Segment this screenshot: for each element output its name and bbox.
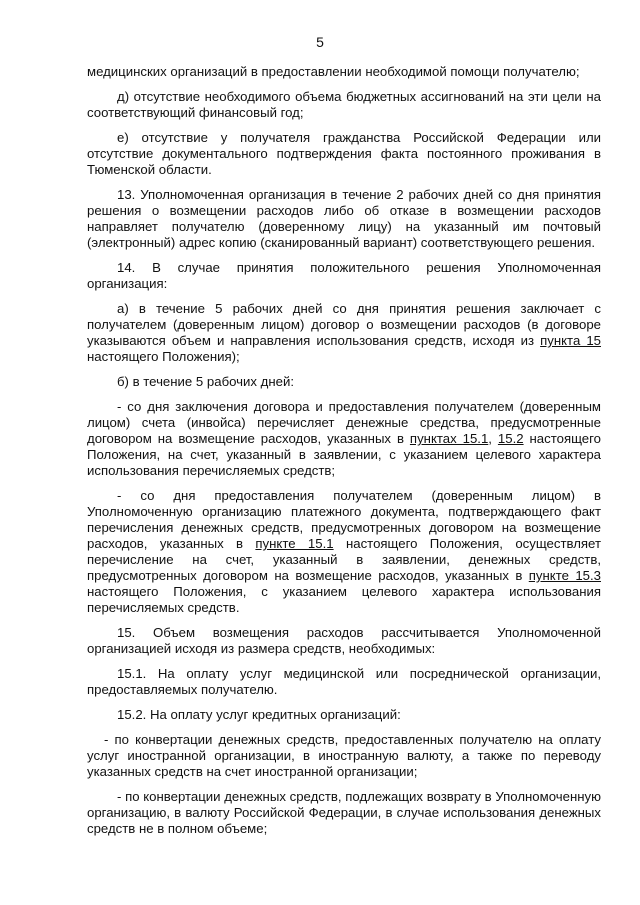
paragraph-text: - со дня заключения договора и предоставления получателем (доверенным лицом) счета (инвойса) перечисляет денежные средства, предусмотренные договором на возмещение расходов, указанных в bbox=[87, 399, 601, 446]
paragraph-p4 bbox=[87, 187, 601, 251]
paragraph-text: - по конвертации денежных средств, подлежащих возврату в Уполномоченную организацию, в валюту Российской Федерации, в случае использования денежных средств не в полном объеме; bbox=[87, 789, 601, 836]
paragraph-text: настоящего Положения, с указанием целевого характера использования перечисляемых средств. bbox=[87, 584, 601, 615]
paragraph-text: медицинских организаций в предоставлении необходимой помощи получателю; bbox=[87, 64, 580, 79]
paragraph-p2 bbox=[87, 89, 601, 121]
paragraph-p12 bbox=[87, 707, 601, 723]
document-body bbox=[87, 64, 601, 846]
cross-reference-link[interactable]: пункте 15.3 bbox=[528, 568, 601, 583]
cross-reference-link[interactable]: 15.2 bbox=[497, 431, 524, 446]
paragraph-text: , bbox=[488, 431, 498, 446]
paragraph-p5 bbox=[87, 260, 601, 292]
cross-reference-link[interactable]: пункте 15.1 bbox=[255, 536, 334, 551]
paragraph-text: - по конвертации денежных средств, предоставленных получателю на оплату услуг иностранной организации, в иностранную валюту, а также по переводу указанных средств на счет иностранной организации; bbox=[87, 732, 601, 779]
paragraph-text: 15.2. На оплату услуг кредитных организаций: bbox=[117, 707, 401, 722]
paragraph-text: 14. В случае принятия положительного решения Уполномоченная организация: bbox=[87, 260, 601, 291]
paragraph-text: настоящего Положения); bbox=[87, 349, 240, 364]
paragraph-text: а) в течение 5 рабочих дней со дня принятия решения заключает с получателем (доверенным лицом) договор о возмещении расходов (в договоре указываются объем и направления использования средств, исходя из bbox=[87, 301, 601, 348]
paragraph-p11 bbox=[87, 666, 601, 698]
cross-reference-link[interactable]: пунктах 15.1 bbox=[409, 431, 489, 446]
paragraph-text: - со дня предоставления получателем (доверенным лицом) в Уполномоченную организацию платежного документа, подтверждающего факт перечисления денежных средств, предусмотренных договором на возмещение расходов, указанных в bbox=[87, 488, 601, 551]
paragraph-p14 bbox=[87, 789, 601, 837]
paragraph-text: д) отсутствие необходимого объема бюджетных ассигнований на эти цели на соответствующий финансовый год; bbox=[87, 89, 601, 120]
page-number: 5 bbox=[316, 34, 324, 50]
paragraph-text: 15. Объем возмещения расходов рассчитывается Уполномоченной организацией исходя из размера средств, необходимых: bbox=[87, 625, 601, 656]
paragraph-p10 bbox=[87, 625, 601, 657]
paragraph-text: б) в течение 5 рабочих дней: bbox=[117, 374, 295, 389]
paragraph-p13 bbox=[87, 732, 601, 780]
paragraph-p3 bbox=[87, 130, 601, 178]
paragraph-text: 13. Уполномоченная организация в течение 2 рабочих дней со дня принятия решения о возмещении расходов либо об отказе в возмещении расходов направляет получателю (доверенному лицу) на указанный им почтовый (электронный) адрес копию (сканированный вариант) соответствующего решения. bbox=[87, 187, 601, 250]
paragraph-text: е) отсутствие у получателя гражданства Российской Федерации или отсутствие документального подтверждения факта постоянного проживания в Тюменской области. bbox=[87, 130, 601, 177]
paragraph-text: настоящего Положения, осуществляет перечисление на счет, указанный в заявлении, денежных средств, предусмотренных договором на возмещение расходов, указанных в bbox=[87, 536, 601, 583]
cross-reference-link[interactable]: пункта 15 bbox=[540, 333, 601, 348]
paragraph-p8 bbox=[87, 399, 601, 479]
paragraph-p1 bbox=[87, 64, 601, 80]
paragraph-p7 bbox=[87, 374, 601, 390]
paragraph-text: настоящего Положения, на счет, указанный в заявлении, с указанием целевого характера использования перечисляемых средств; bbox=[87, 431, 601, 478]
paragraph-text: 15.1. На оплату услуг медицинской или посреднической организации, предоставляемых получателю. bbox=[87, 666, 601, 697]
paragraph-p9 bbox=[87, 488, 601, 616]
paragraph-p6 bbox=[87, 301, 601, 365]
